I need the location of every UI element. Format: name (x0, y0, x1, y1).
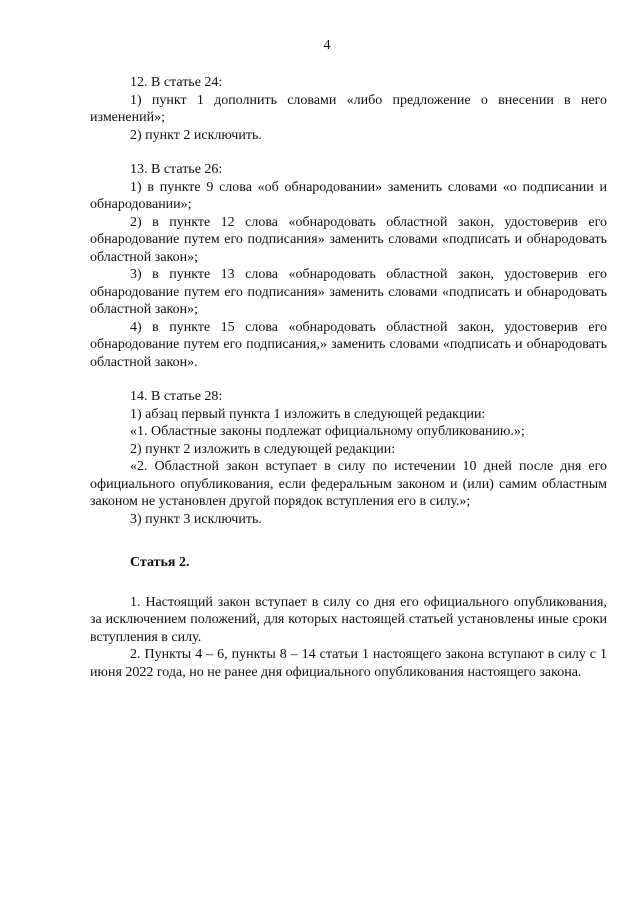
article-2-clause-1: 1. Настоящий закон вступает в силу со дня его официального опубликования, за исключением положений, для которых настоящей статьей установлены иные сроки вступления в силу. (90, 594, 607, 645)
spacer (90, 371, 607, 388)
paragraph-14-item-1: 1) абзац первый пункта 1 изложить в следующей редакции: (130, 406, 486, 422)
article-2-heading: Статья 2. (130, 555, 190, 570)
paragraph-12-heading: 12. В статье 24: (130, 75, 223, 90)
paragraph-14-heading: 14. В статье 28: (130, 389, 223, 404)
paragraph-12-item-1: 1) пункт 1 дополнить словами «либо предложение о внесении в него изменений»; (90, 92, 607, 125)
article-2-clause-2: 2. Пункты 4 – 6, пункты 8 – 14 статьи 1 настоящего закона вступают в силу с 1 июня 2022 года, но не ранее дня официального опубликования настоящего закона. (90, 647, 607, 680)
paragraph-12-item-2: 2) пункт 2 исключить. (130, 127, 262, 143)
paragraph-14-quote-2: «2. Областной закон вступает в силу по истечении 10 дней после дня его официального опубликования, если федеральным законом и (или) самим областным законом не установлен другой порядок вступления его в силу.»; (90, 459, 607, 509)
paragraph-13-item-1: 1) в пункте 9 слова «об обнародовании» заменить словами «о подписании и обнародовании»; (90, 179, 607, 212)
paragraph-13-item-3: 3) в пункте 13 слова «обнародовать областной закон, удостоверив его обнародование путем его подписания» заменить словами «подписать и обнародовать областной закон»; (90, 267, 607, 317)
spacer (90, 528, 607, 554)
document-body (90, 74, 607, 681)
paragraph-13-item-4: 4) в пункте 15 слова «обнародовать областной закон, удостоверив его обнародование путем его подписания,» заменить словами «подписать и обнародовать областной закон». (90, 319, 607, 370)
paragraph-14-item-2: 2) пункт 2 изложить в следующей редакции: (130, 441, 396, 457)
paragraph-14-quote-1: «1. Областные законы подлежат официальному опубликованию.»; (130, 424, 525, 439)
spacer (90, 144, 607, 161)
spacer (90, 572, 607, 594)
page-number: 4 (323, 38, 331, 53)
paragraph-14-item-3: 3) пункт 3 исключить. (130, 511, 262, 527)
paragraph-13-heading: 13. В статье 26: (130, 162, 223, 177)
paragraph-13-item-2: 2) в пункте 12 слова «обнародовать областной закон, удостоверив его обнародование путем его подписания» заменить словами «подписать и обнародовать областной закон»; (90, 214, 607, 265)
